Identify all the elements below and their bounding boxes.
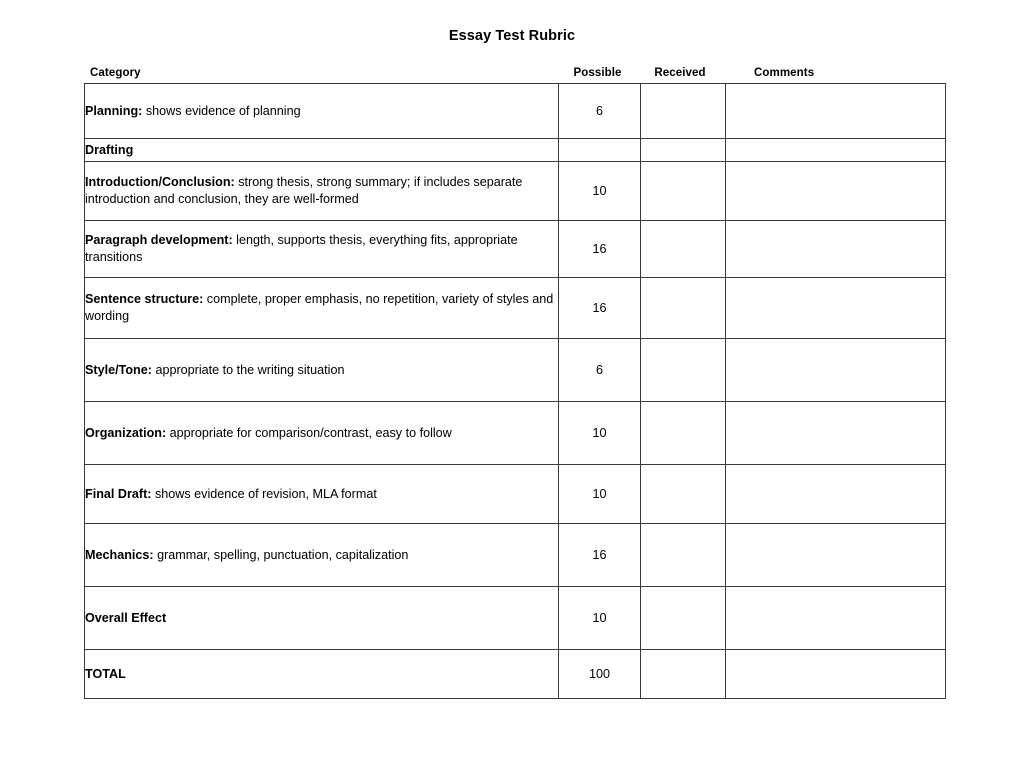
row-category-label: Style/Tone:: [85, 362, 152, 377]
row-comments-cell[interactable]: [726, 587, 946, 650]
row-possible-cell: 16: [559, 278, 641, 339]
column-header-received: Received: [654, 67, 706, 79]
row-category-description: shows evidence of planning: [142, 103, 301, 118]
column-header-possible: Possible: [573, 67, 622, 79]
rubric-grid: [84, 83, 946, 699]
row-comments-cell[interactable]: [726, 139, 946, 162]
row-possible-cell: 16: [559, 221, 641, 278]
row-category-label: Organization:: [85, 425, 167, 440]
row-category-cell: [85, 524, 559, 587]
row-category-cell: [85, 339, 559, 402]
row-category-cell: [85, 221, 559, 278]
essay-rubric-table: [84, 64, 941, 699]
row-category-label: Final Draft:: [85, 486, 152, 501]
row-possible-cell: [559, 139, 641, 162]
column-header-category: Category: [90, 67, 141, 79]
row-possible-cell: 10: [559, 465, 641, 524]
row-category-description: complete, proper emphasis, no repetition, variety of styles and wording: [85, 292, 554, 323]
row-category-description: strong thesis, strong summary; if includes separate introduction and conclusion, they are well-formed: [85, 175, 523, 206]
row-category-cell: [85, 278, 559, 339]
page-title: Essay Test Rubric: [448, 28, 576, 44]
row-category-label: Planning:: [85, 103, 143, 118]
row-category-label: Overall Effect: [85, 610, 167, 625]
table-row: [85, 587, 946, 650]
table-column-headers: [84, 64, 941, 82]
row-category-description: length, supports thesis, everything fits, appropriate transitions: [85, 233, 518, 264]
table-row: [85, 221, 946, 278]
row-received-cell[interactable]: [641, 162, 726, 221]
column-header-comments: Comments: [754, 67, 815, 79]
row-possible-cell: 10: [559, 402, 641, 465]
total-label: TOTAL: [85, 666, 126, 681]
row-category-cell: [85, 139, 559, 162]
table-row: [85, 465, 946, 524]
row-comments-cell[interactable]: [726, 278, 946, 339]
row-received-cell[interactable]: [641, 339, 726, 402]
row-received-cell[interactable]: [641, 221, 726, 278]
table-row: [85, 139, 946, 162]
row-possible-cell: 10: [559, 587, 641, 650]
row-comments-cell[interactable]: [726, 465, 946, 524]
table-row: [85, 162, 946, 221]
row-received-cell[interactable]: [641, 524, 726, 587]
row-category-cell: [85, 402, 559, 465]
row-comments-cell[interactable]: [726, 84, 946, 139]
row-category-label: Mechanics:: [85, 547, 154, 562]
row-section-label: Drafting: [85, 142, 134, 157]
total-label-cell: [85, 650, 559, 699]
row-possible-cell: 16: [559, 524, 641, 587]
row-category-description: shows evidence of revision, MLA format: [151, 486, 377, 501]
row-received-cell[interactable]: [641, 139, 726, 162]
total-received-cell[interactable]: [641, 650, 726, 699]
row-received-cell[interactable]: [641, 465, 726, 524]
row-received-cell[interactable]: [641, 278, 726, 339]
table-row-total: [85, 650, 946, 699]
row-category-label: Paragraph development:: [85, 233, 233, 248]
row-possible-cell: 6: [559, 84, 641, 139]
row-category-label: Introduction/Conclusion:: [85, 175, 235, 190]
table-row: [85, 339, 946, 402]
row-possible-cell: 6: [559, 339, 641, 402]
row-comments-cell[interactable]: [726, 221, 946, 278]
row-received-cell[interactable]: [641, 402, 726, 465]
row-category-cell: [85, 465, 559, 524]
row-comments-cell[interactable]: [726, 162, 946, 221]
total-possible-cell: 100: [559, 650, 641, 699]
row-category-cell: [85, 84, 559, 139]
row-comments-cell[interactable]: [726, 339, 946, 402]
row-comments-cell[interactable]: [726, 524, 946, 587]
row-category-description: appropriate to the writing situation: [151, 362, 345, 377]
row-category-cell: [85, 587, 559, 650]
table-row: [85, 278, 946, 339]
total-comments-cell[interactable]: [726, 650, 946, 699]
row-possible-cell: 10: [559, 162, 641, 221]
row-category-description: appropriate for comparison/contrast, easy to follow: [166, 425, 452, 440]
table-row: [85, 524, 946, 587]
row-category-label: Sentence structure:: [85, 292, 204, 307]
row-category-cell: [85, 162, 559, 221]
row-received-cell[interactable]: [641, 84, 726, 139]
row-received-cell[interactable]: [641, 587, 726, 650]
table-row: [85, 402, 946, 465]
row-category-description: grammar, spelling, punctuation, capitalization: [153, 547, 409, 562]
row-comments-cell[interactable]: [726, 402, 946, 465]
table-row: [85, 84, 946, 139]
